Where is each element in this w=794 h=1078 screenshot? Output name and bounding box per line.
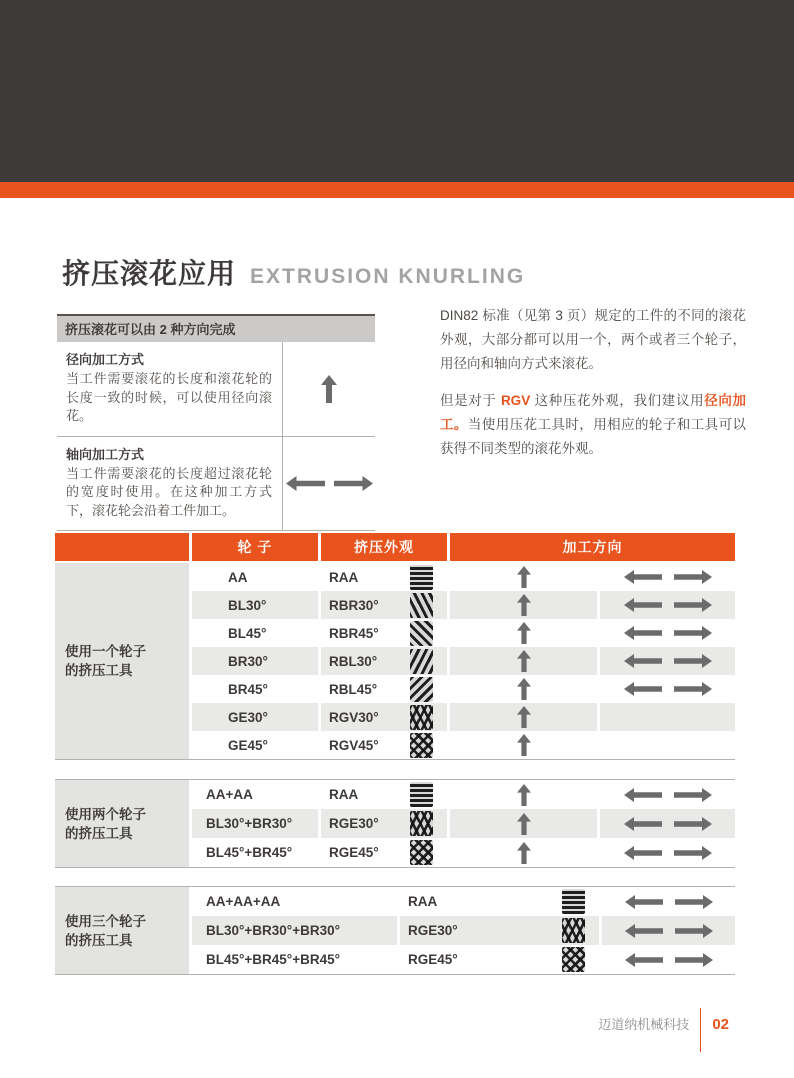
intro-segment: 当使用压花工具时，用相应的轮子和工具可以获得不同类型的滚花外观。 [440,417,747,456]
left-arrow-icon [624,654,662,668]
axial-direction-cell [600,591,735,619]
wheel-cell: AA+AA [192,780,318,809]
up-arrow-icon [517,706,531,728]
axial-direction-cell [600,675,735,703]
info-row-title: 径向加工方式 [66,352,145,367]
right-arrow-icon [674,654,712,668]
axial-direction-cell [600,647,735,675]
header-band [0,0,794,182]
knurl-pattern-swatch [562,918,585,943]
page-title [62,252,525,292]
left-arrow-icon [624,817,662,831]
intro-segment: 但是对于 [440,393,501,408]
info-row-body: 当工件需要滚花的长度和滚花轮的长度一致的时候，可以使用径向滚花。 [66,371,272,423]
info-box-header: 挤压滚花可以由 2 种方向完成 [57,314,375,342]
info-row-title: 轴向加工方式 [66,446,145,462]
axial-direction-cell [600,780,735,809]
appearance-cell [321,619,447,647]
axial-direction-cell [602,916,735,945]
knurl-pattern-swatch [410,621,433,646]
knurl-pattern-swatch [410,565,433,590]
table-header [55,533,735,561]
knurl-pattern-swatch [562,947,585,972]
appearance-label: RGV30° [329,709,379,725]
appearance-label: RGE30° [408,923,458,938]
table-section-two-wheels [55,779,735,868]
appearance-label: RGE45° [408,952,458,967]
section-label: 使用两个轮子 的挤压工具 [55,780,189,867]
axial-direction-cell [602,887,735,916]
up-arrow-icon [517,734,531,756]
appearance-label: RAA [329,787,359,802]
appearance-cell [321,703,447,731]
right-arrow-icon [674,598,712,612]
page-title-en: EXTRUSION KNURLING [250,265,526,288]
up-arrow-icon [517,813,531,835]
radial-direction-cell [450,619,597,647]
axial-direction-cell [600,563,735,591]
axial-direction-cell [600,809,735,838]
knurl-pattern-swatch [410,705,433,730]
appearance-label: RBR30° [329,597,379,613]
up-arrow-icon [517,678,531,700]
knurl-pattern-swatch [410,840,433,865]
left-arrow-icon [625,953,663,967]
left-arrow-icon [625,895,663,909]
knurl-pattern-swatch [410,649,433,674]
appearance-label: RBR45° [329,625,379,641]
info-row-text [57,342,283,436]
up-arrow-icon [517,650,531,672]
radial-direction-cell [450,780,597,809]
info-row-body: 当工件需要滚花的长度超过滚花轮的宽度时使用。在这种加工方式下，滚花轮会沿着工件加工。 [66,465,272,518]
right-arrow-icon [674,788,712,802]
wheel-cell: BL30° [192,591,318,619]
appearance-label: RGE30° [329,816,379,831]
wheel-cell: BR45° [192,675,318,703]
up-arrow-icon [517,622,531,644]
appearance-label: RBL30° [329,653,378,669]
right-arrow-icon [674,817,712,831]
right-arrow-icon [675,895,713,909]
left-arrow-icon [624,570,662,584]
axial-direction-illustration [283,437,375,531]
direction-info-box [57,314,375,531]
up-arrow-icon [321,375,337,403]
footer-divider [700,1008,701,1052]
intro-segment: RGV [500,393,531,408]
knurl-pattern-swatch [410,811,433,836]
knurl-pattern-swatch [562,889,585,914]
axial-direction-cell [602,945,735,974]
appearance-cell [321,838,447,867]
appearance-cell [400,916,599,945]
right-arrow-icon [334,476,373,491]
page-title-zh: 挤压滚花应用 [62,258,237,289]
up-arrow-icon [517,784,531,806]
radial-direction-cell [450,563,597,591]
page-number: 02 [712,1016,729,1033]
accent-bar [0,182,794,198]
wheel-cell: BR30° [192,647,318,675]
table-section-one-wheel [55,563,735,760]
page-footer [55,1008,735,1052]
info-row-radial [57,342,375,437]
right-arrow-icon [674,626,712,640]
radial-direction-cell [450,675,597,703]
appearance-cell [321,780,447,809]
appearance-cell [321,647,447,675]
up-arrow-icon [517,566,531,588]
intro-paragraph-1: DIN82 标准（见第 3 页）规定的工件的不同的滚花外观，大部分都可以用一个，两个或者三个轮子，用径向和轴向方式来滚花。 [440,308,746,371]
wheel-cell: GE30° [192,703,318,731]
wheel-cell: GE45° [192,731,318,759]
knurl-pattern-swatch [410,593,433,618]
section-label: 使用三个轮子 的挤压工具 [55,887,189,974]
radial-direction-illustration [283,342,375,436]
radial-direction-cell [450,838,597,867]
intro-segment: 这种压花外观，我们建议用 [530,393,705,408]
up-arrow-icon [517,842,531,864]
wheel-cell: BL30°+BR30°+BR30° [192,916,397,945]
knurl-pattern-swatch [410,677,433,702]
wheel-cell: AA+AA+AA [192,887,397,916]
appearance-label: RAA [408,894,438,909]
appearance-cell [321,591,447,619]
appearance-cell [321,675,447,703]
left-arrow-icon [624,682,662,696]
knurl-pattern-swatch [410,733,433,758]
axial-direction-cell [600,731,735,759]
appearance-label: RBL45° [329,681,378,697]
info-row-text [57,437,283,531]
appearance-cell [321,731,447,759]
knurl-pattern-swatch [410,782,433,807]
axial-direction-cell [600,619,735,647]
appearance-cell [400,887,599,916]
left-arrow-icon [624,626,662,640]
intro-segment: 径向加工。 [440,393,746,432]
right-arrow-icon [675,924,713,938]
appearance-cell [321,809,447,838]
wheel-cell: BL45° [192,619,318,647]
wheel-cell: AA [192,563,318,591]
up-arrow-icon [517,594,531,616]
right-arrow-icon [675,953,713,967]
right-arrow-icon [674,570,712,584]
wheel-cell: BL45°+BR45°+BR45° [192,945,397,974]
radial-direction-cell [450,731,597,759]
header-cell-wheel: 轮 子 [192,533,318,561]
appearance-cell [400,945,599,974]
wheel-cell: BL30°+BR30° [192,809,318,838]
appearance-label: RGV45° [329,737,379,753]
section-label: 使用一个轮子 的挤压工具 [55,563,189,759]
axial-direction-cell [600,703,735,731]
axial-direction-cell [600,838,735,867]
appearance-cell [321,563,447,591]
radial-direction-cell [450,809,597,838]
table-section-three-wheels [55,886,735,975]
appearance-label: RGE45° [329,845,379,860]
left-arrow-icon [625,924,663,938]
left-arrow-icon [624,788,662,802]
header-cell-tool [55,533,189,561]
info-row-axial [57,437,375,532]
company-name: 迈道纳机械科技 [598,1017,690,1032]
intro-paragraph-2 [440,389,746,461]
header-cell-appearance: 挤压外观 [321,533,447,561]
left-arrow-icon [286,476,325,491]
right-arrow-icon [674,846,712,860]
intro-text [440,304,746,474]
appearance-label: RAA [329,569,359,585]
radial-direction-cell [450,703,597,731]
radial-direction-cell [450,591,597,619]
left-arrow-icon [624,846,662,860]
header-cell-direction: 加工方向 [450,533,735,561]
radial-direction-cell [450,647,597,675]
right-arrow-icon [674,682,712,696]
wheel-cell: BL45°+BR45° [192,838,318,867]
left-arrow-icon [624,598,662,612]
